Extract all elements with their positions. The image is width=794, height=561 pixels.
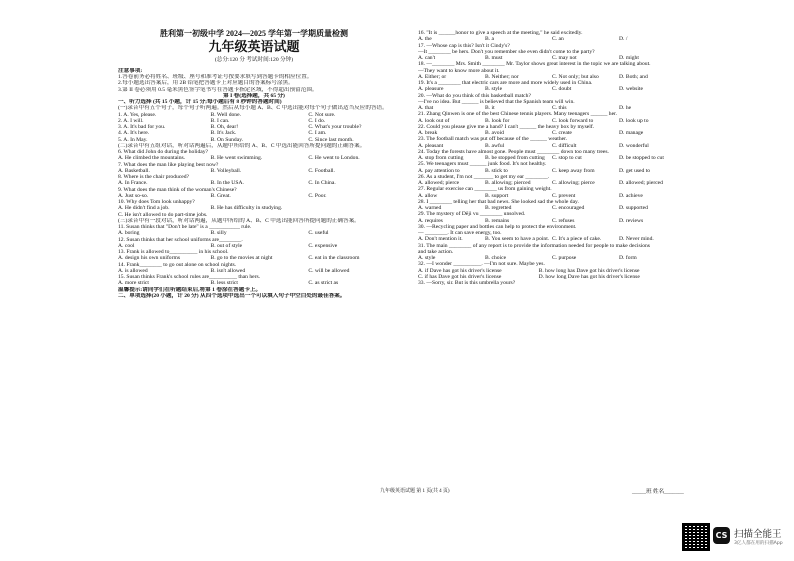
option: B. regretted: [485, 205, 512, 211]
right-content: [418, 30, 686, 286]
question-options: [418, 143, 686, 149]
option: C. keep away from: [552, 167, 595, 174]
option: A. is allowed: [118, 267, 148, 274]
question-stem: 9. What does the man think of the woman's Chinese?: [118, 186, 237, 193]
question-stem: 22. Could you please give me a hand? I can't ______ the heavy box by myself.: [418, 123, 595, 130]
option: D. achieve: [619, 192, 643, 199]
option: C. this: [552, 105, 567, 111]
watermark-app-name: 扫描全能王: [734, 529, 782, 540]
question-stem: 21. Zhang Qinwen is one of the best Chinese tennis players. Many teenagers ______ her.: [418, 111, 617, 118]
option: A. Just so-so.: [118, 192, 149, 199]
option: C. Not sure.: [308, 111, 336, 118]
question-stem: 24. Today the forests have almost gone. People must ________ down too many trees.: [418, 148, 609, 155]
listening-options: [118, 137, 390, 143]
question-options: [118, 255, 390, 261]
option: A. In France.: [118, 180, 148, 187]
option: D. Both; and: [619, 73, 648, 80]
instruction-line: (一)录音中有五个句子，每个句子听两遍。然后从每小题 A、B、C 中选出能对每个句子做出适当反应的答语。: [118, 105, 388, 112]
question-stem: 28. I ________ telling her that bad news. She looked sad the whole day.: [418, 198, 579, 205]
option: B. It's Jack.: [210, 130, 237, 137]
question-stem: 12. Susan thinks that her school uniforms are________.: [118, 236, 243, 243]
option: B. Great.: [210, 192, 231, 199]
option: A. if Dave has got his driver's license: [418, 267, 502, 274]
option: B. style: [485, 86, 503, 93]
option: C. Since last month.: [308, 136, 354, 143]
option: B. I can.: [210, 117, 230, 124]
option: C. It's a piece of cake.: [552, 236, 602, 243]
option: B. Well done.: [210, 111, 241, 118]
option: D. reviews: [619, 217, 644, 224]
option: B. less strict: [210, 280, 238, 287]
question-stem: 8. Where is the chair produced?: [118, 174, 190, 180]
option: D. /: [619, 36, 628, 43]
question-stem: —It ________ be hers. Don't you remember she even didn't come to the party?: [418, 48, 595, 55]
instruction-line: 2.每小题选出答案后，用 2B 铅笔把答题卡上对应题目的答案标号涂黑。: [118, 80, 294, 87]
instruction-line: 第 I 卷(选择题，共 65 分): [223, 92, 285, 99]
option: C. prevent: [552, 192, 576, 199]
option: B. You seem to have a point.: [485, 236, 550, 243]
option: C. I do.: [308, 117, 326, 124]
option: C. refuses: [552, 217, 575, 224]
option: A. allow: [418, 192, 438, 199]
section-heading: (二)录音中有五组对话，听对话两遍后，从题中所给的 A、B、C 中选出能回答所提问题的正确答案。: [118, 142, 366, 149]
page-footer: 九年级英语试题 第 1 页(共 4 页): [380, 489, 450, 494]
option: B. Neither; nor: [485, 73, 519, 80]
option: A. Basketball.: [118, 167, 150, 174]
option: C. allowing; pierce: [552, 180, 595, 186]
option: D. he: [619, 105, 632, 111]
option: C. an: [552, 36, 564, 43]
option: A. requires: [418, 217, 443, 224]
option: A. that: [418, 105, 434, 111]
option: C. difficult: [552, 142, 577, 149]
instruction-line: 一、听力选择 (共 15 小题，计 15 分;每小题后有 8 秒钟的答题时间): [118, 99, 282, 105]
option: A. can't: [418, 55, 436, 61]
instruction-line: 3.第 II 卷必须用 0.5 毫米黑色签字笔书写在答题卡指定区域，不得超出预留范围。: [118, 86, 318, 93]
question-stem: 7. What does the man like playing best now?: [118, 161, 219, 168]
option: C. What's your trouble?: [308, 124, 362, 130]
option: C. look forward to: [552, 117, 594, 124]
option: C. I am.: [308, 130, 327, 137]
option: B. allowing; pierced: [485, 180, 531, 186]
question-stem: 16. "It is ______honor to give a speech at the meeting," he said excitedly.: [418, 30, 583, 36]
option: C. Football.: [308, 167, 335, 174]
question-stem: 13. Frank is allowed to__________ in his school.: [118, 249, 229, 255]
question-stem: 17. —Whose cap is this? Isn't it Cindy's?: [418, 42, 510, 49]
option: B. it: [485, 105, 495, 111]
question-options: [118, 230, 390, 236]
option: B. choice: [485, 255, 507, 261]
option: C. Not only; but also: [552, 73, 599, 80]
option: A. pay attention to: [418, 167, 460, 174]
option: B. go to the movies at night: [210, 255, 273, 262]
option: B. out of style: [210, 242, 243, 249]
question-stem: —I've no idea. But ______ is believed that the Spanish team will win.: [418, 98, 575, 105]
class-name-field: _____班 姓名_______: [632, 489, 684, 495]
option: A. cool: [118, 242, 135, 249]
option: B. must: [485, 55, 503, 61]
option: C. In China.: [308, 180, 336, 187]
option: C. if has Dave got his driver's license: [418, 273, 502, 280]
exam-title: 九年级英语试题: [208, 39, 300, 55]
instruction-line: 注意事项:: [118, 67, 143, 74]
option: C. eat in the classroom: [308, 255, 360, 262]
option: B. He went swimming.: [210, 155, 263, 162]
option: C. will be allowed: [308, 267, 350, 274]
option: B. stick to: [485, 167, 508, 174]
option: 4. A. It's here.: [118, 130, 150, 137]
option: A. pleasure: [418, 86, 444, 93]
question-options: [418, 118, 686, 124]
option: B. look for: [485, 117, 510, 124]
question-stem: 6. What did John do during the holiday?: [118, 149, 209, 155]
option: A. He climbed the mountains.: [118, 155, 186, 162]
question-stem: 19. It's a ________ that electric cars are more and more widely used in China.: [418, 80, 593, 86]
option: D. get used to: [619, 167, 651, 174]
left-column: [118, 30, 390, 299]
option: A. allowed; pierce: [418, 180, 460, 186]
question-stem: 11. Susan thinks that "Don't be late" is a ___________ rule.: [118, 224, 252, 230]
option: D. supported: [619, 205, 648, 211]
option: B. remains: [485, 217, 510, 224]
option: C. stop to cut: [552, 155, 582, 161]
option: A. warned: [418, 205, 442, 211]
option: A. He didn't find a job.: [118, 205, 170, 212]
option: A. look out of: [418, 117, 450, 124]
option: C. as strict as: [308, 280, 339, 287]
option: A. stop from cutting: [418, 155, 464, 161]
option: D. manage: [619, 130, 644, 136]
question-options: [118, 205, 390, 211]
option: D. wonderful: [619, 142, 649, 149]
option: C. doubt: [552, 86, 572, 93]
question-stem: — ________. It can save energy, too.: [418, 230, 502, 236]
question-stem: 25. We teenagers must ______ junk food. It's not healthy.: [418, 161, 547, 168]
option: D. how long Dave has got his driver's license: [538, 273, 640, 280]
option: B. In the USA.: [210, 180, 244, 187]
watermark-app-sub: 3亿人都在用的扫描App: [734, 541, 783, 546]
exam-subtitle: (总分:120 分 考试时间:120 分钟): [214, 56, 294, 63]
option: A. Either; or: [418, 73, 447, 80]
option: C. Poor.: [308, 192, 327, 199]
option: B. On Sunday.: [210, 136, 244, 143]
option: D. form: [619, 255, 637, 261]
option: D. allowed; pierced: [619, 180, 663, 186]
note-line: 温馨提示:请同学们在听题结束后,将第 1 卷涂在答题卡上。: [118, 286, 262, 293]
question-stem: 14. Frank________ to go out alone on school nights.: [118, 261, 237, 268]
option: B. a: [485, 36, 495, 43]
option: A. the: [418, 36, 432, 43]
option: B. Volleyball.: [210, 167, 242, 174]
option: 3. A. It's bad for you.: [118, 124, 166, 130]
option: 1. A. Yes, please.: [118, 111, 157, 118]
question-stem: 18. —________ Mrs. Smith ________ Mr. Taylor shows great interest in the topic we are talking about.: [418, 61, 651, 68]
option: C. useful: [308, 230, 329, 237]
question-stem: —They want to know more about it.: [418, 67, 500, 74]
question-stem: 30. —Recycling paper and bottles can help to protect the environment.: [418, 223, 577, 230]
question-stem: 15. Susan thinks Frank's school rules are__________ than hers.: [118, 274, 261, 280]
option: B. how long has Dave got his driver's license: [538, 267, 640, 274]
option: A. design his own uniforms: [118, 255, 180, 262]
option: D. might: [619, 55, 639, 61]
question-options: [118, 180, 390, 186]
option: C. expensive: [308, 242, 338, 249]
option: B. support: [485, 192, 509, 199]
exam-school-title: 胜利第一初级中学 2024—2025 学年第一学期质量检测: [160, 29, 348, 38]
question-stem: 20. —What do you think of this basketball match?: [418, 92, 531, 99]
question-stem: 27. Regular exercise can ________ us from gaining weight.: [418, 186, 552, 193]
question-stem: 29. The mystery of Dēji vu ________ unsolved.: [418, 211, 526, 218]
option: A. style: [418, 255, 436, 261]
instruction-line: 1.答卷前务必将姓名、班级、座号和准考证号按要求填写到答题卡的相应位置。: [118, 74, 313, 80]
question-stem: 23. The football match was put off because of the ______ weather.: [418, 136, 568, 143]
option: C. He isn't allowed to do part-time jobs.: [118, 211, 208, 218]
qr-code-icon: [682, 523, 710, 551]
right-column: [418, 30, 686, 286]
option: A. boring: [118, 230, 140, 237]
option: C. purpose: [552, 255, 577, 261]
question-options: [418, 168, 686, 174]
option: B. isn't allowed: [210, 267, 246, 274]
option: 2. A. I will.: [118, 117, 144, 124]
option: C. encouraged: [552, 205, 585, 211]
option: B. be stopped from cutting: [485, 155, 545, 161]
option: A. Don't mention it.: [418, 236, 463, 243]
question-stem: 26. As a student, I'm not _______ to get my ear ________.: [418, 173, 550, 180]
option: B. silly: [210, 230, 227, 237]
question-stem: and take action.: [418, 248, 454, 255]
question-stem: 33. —Sorry, sir. But is this umbrella yours?: [418, 280, 516, 286]
question-options: [118, 155, 390, 161]
question-options: [418, 218, 686, 224]
left-content: [118, 68, 390, 299]
question-stem: 31. The main ________ of any report is to provide the information needed for people to make decisions: [418, 242, 650, 249]
option: D. be stopped to cut: [619, 155, 664, 161]
option: B. Oh, dear!: [210, 124, 239, 130]
question-stem: 10. Why does Tom look unhappy?: [118, 199, 195, 205]
question-options: [418, 86, 686, 92]
question-options: [118, 280, 390, 286]
question-stem: 32. —I wonder __________. —I'm not sure. Maybe yes.: [418, 261, 545, 268]
option: A. more strict: [118, 280, 149, 287]
option: D. look up to: [619, 117, 649, 124]
section-heading: (三)录音中有一段对话，听对话两遍，从题中所给的 A、B、C 中选出能回答所提问题的正确答案。: [118, 217, 360, 224]
option: 5. A. In May.: [118, 136, 148, 143]
camscanner-logo: CS: [713, 527, 730, 544]
question-options: [418, 193, 686, 199]
option: B. He has difficulty in studying.: [210, 205, 283, 212]
option: D. Never mind.: [619, 236, 654, 243]
question-options: [418, 236, 686, 242]
option: C. create: [552, 130, 572, 136]
section-heading: 二、单项选择(20 小题，计 20 分) 从四个选项中选出一个可以填入句子中空白处的最佳答案。: [118, 292, 346, 299]
option: A. break: [418, 130, 438, 136]
option: B. awful: [485, 142, 505, 149]
option: A. pleasant: [418, 142, 444, 149]
option: C. He went to London.: [308, 155, 360, 162]
question-options: [418, 36, 686, 42]
option: D. website: [619, 86, 643, 93]
option: B. avoid: [485, 130, 504, 136]
option: C. may not: [552, 55, 577, 61]
